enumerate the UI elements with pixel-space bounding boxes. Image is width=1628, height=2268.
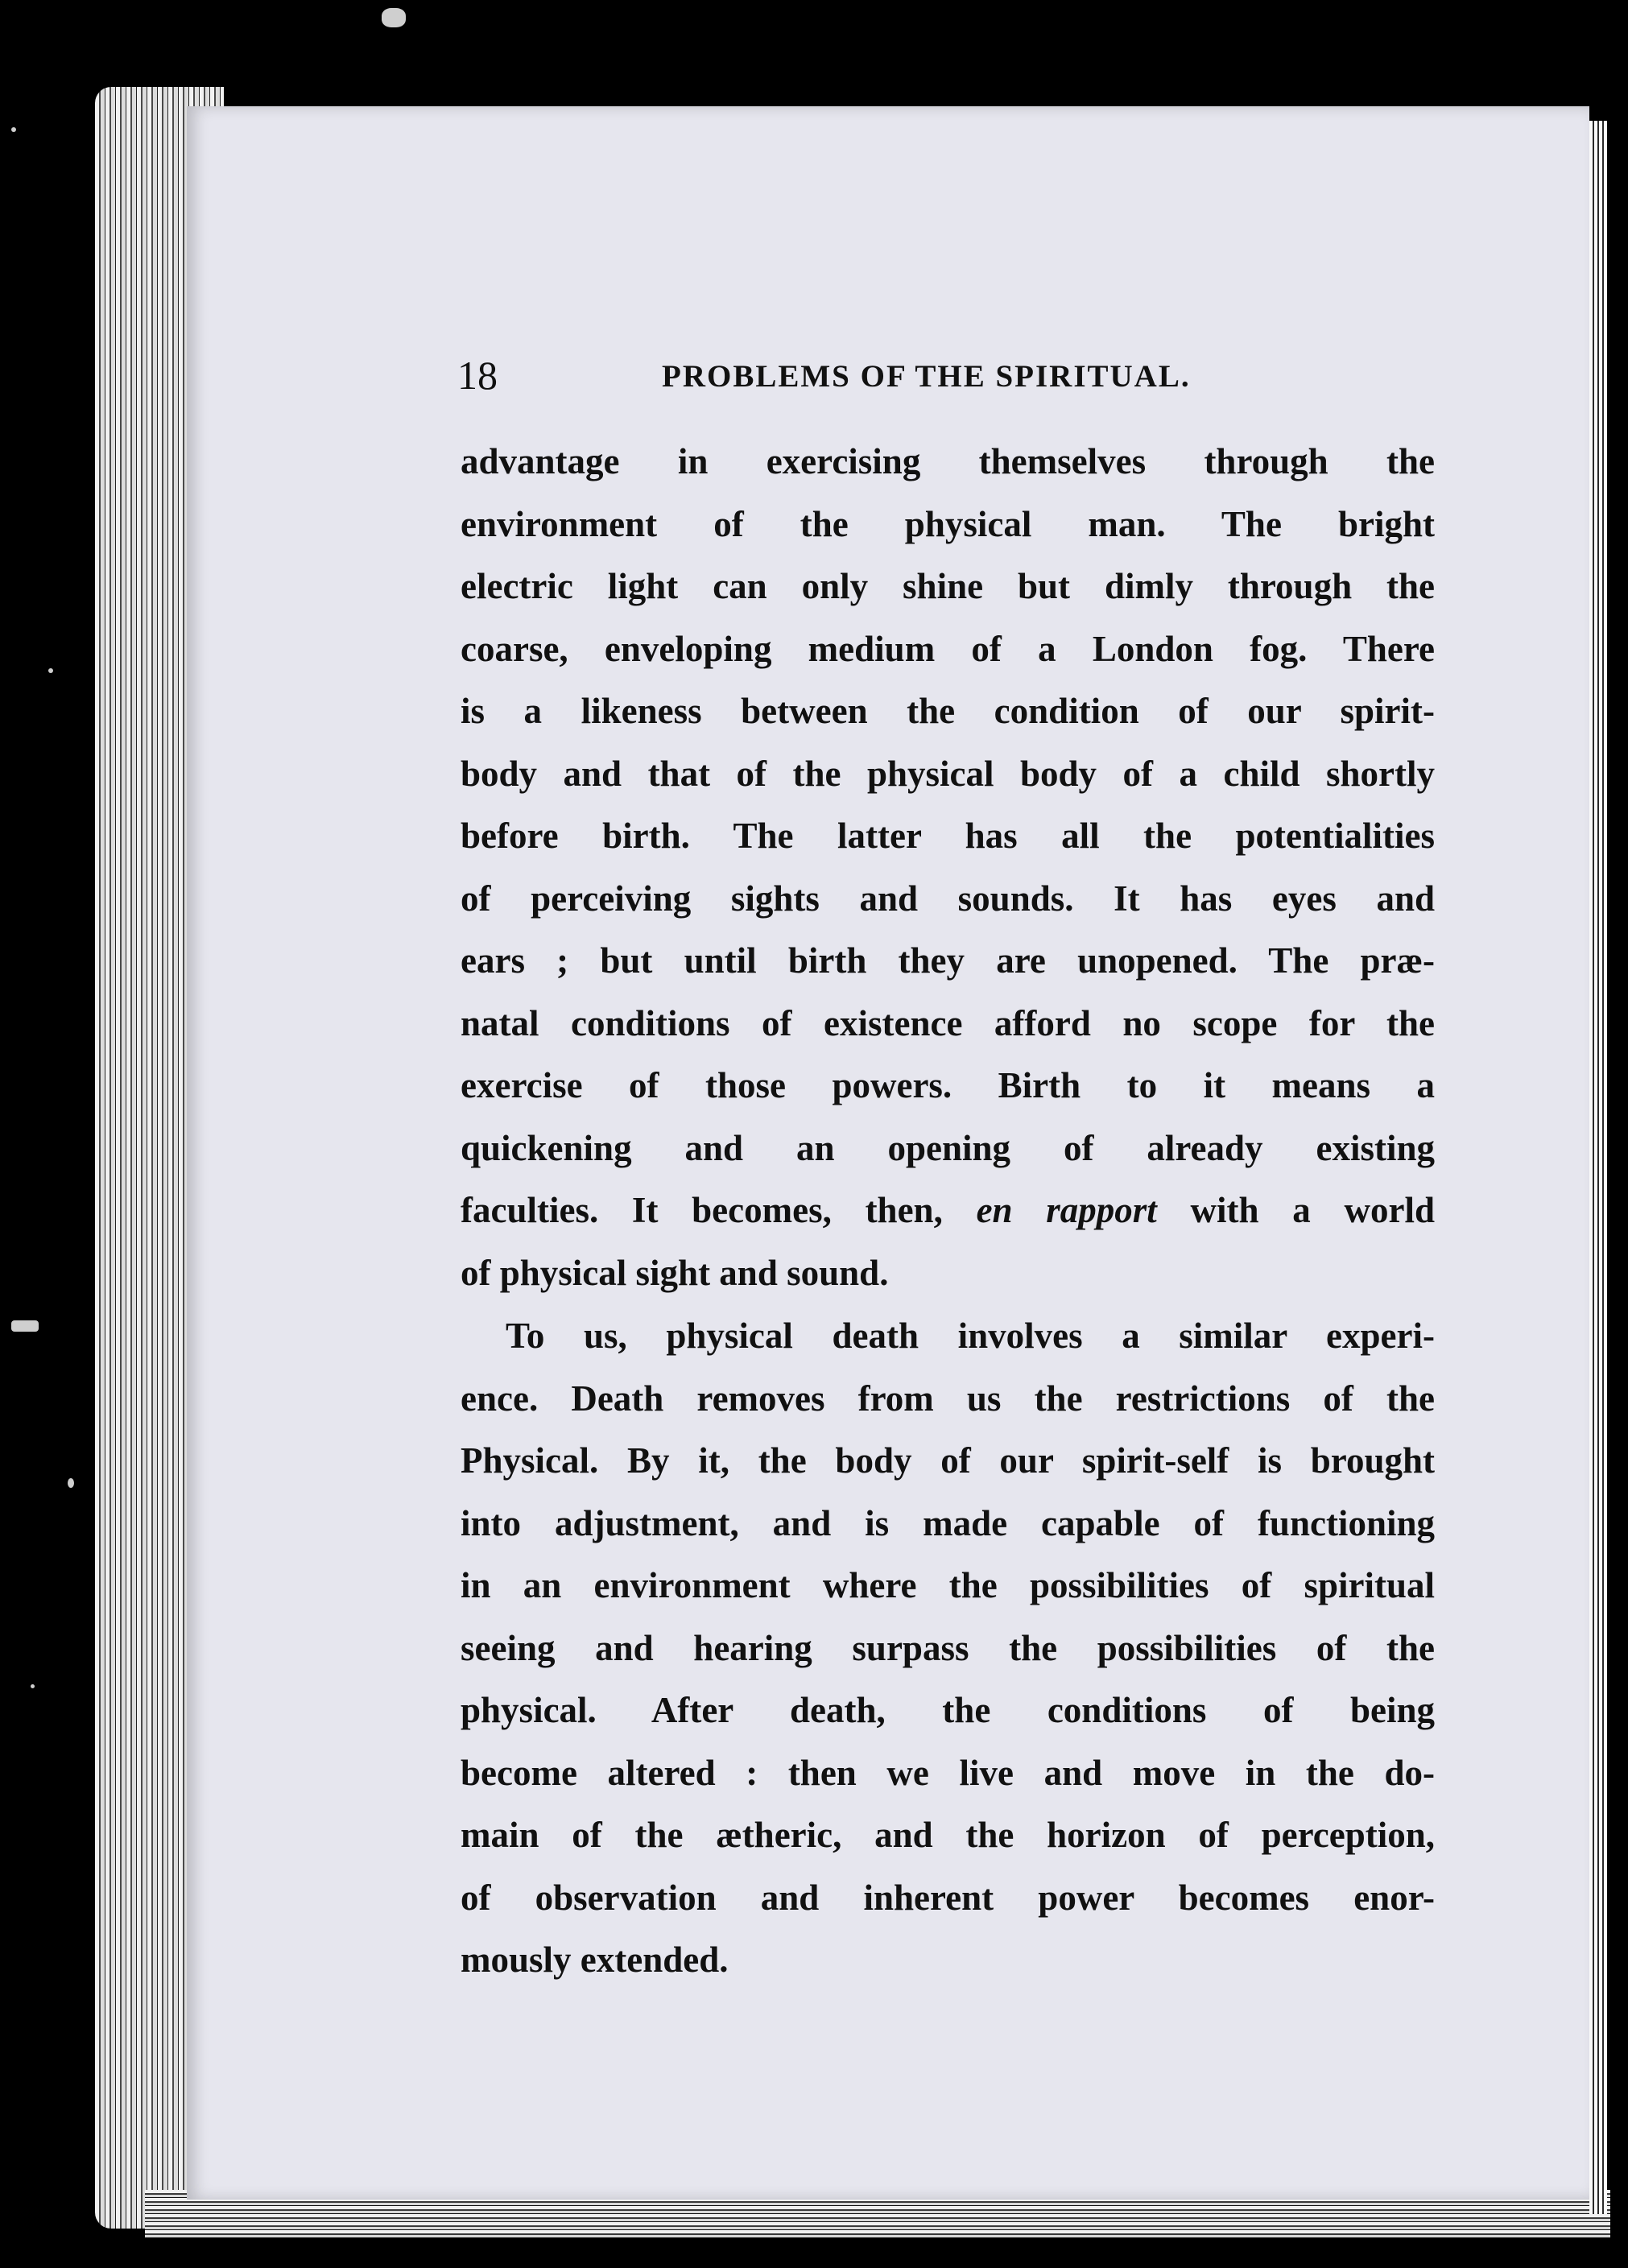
text-line: advantage in exercising themselves through the [461, 441, 1435, 481]
text-line: seeing and hearing surpass the possibilities of the [461, 1627, 1435, 1668]
scan-speck [48, 668, 53, 673]
text-line: quickening and an opening of already existing [461, 1127, 1435, 1168]
text-line: main of the ætheric, and the horizon of perception, [461, 1815, 1435, 1855]
body-text [461, 431, 1435, 1992]
text-line: physical. After death, the conditions of being [461, 1690, 1435, 1730]
text-line: To us, physical death involves a similar experi- [506, 1316, 1435, 1356]
scan-speck [31, 1684, 35, 1688]
text-line: coarse, enveloping medium of a London fog. There [461, 628, 1435, 669]
text-line: natal conditions of existence afford no scope for the [461, 1002, 1435, 1043]
text-line: body and that of the physical body of a child shortly [461, 753, 1435, 794]
page-number: 18 [457, 353, 498, 398]
text-line: electric light can only shine but dimly through the [461, 566, 1435, 606]
text-line: in an environment where the possibilities of spiritual [461, 1565, 1435, 1605]
scan-speck [11, 1320, 39, 1332]
running-head: PROBLEMS OF THE SPIRITUAL. [662, 359, 1191, 394]
scan-speck [382, 8, 406, 27]
paragraph [461, 431, 1435, 1304]
text-line: is a likeness between the condition of our spirit- [461, 691, 1435, 731]
text-line: Physical. By it, the body of our spirit-self is brought [461, 1440, 1435, 1481]
italic-phrase: en rapport [976, 1190, 1157, 1230]
text-line: into adjustment, and is made capable of functioning [461, 1502, 1435, 1543]
text-line: become altered : then we live and move in the do- [461, 1752, 1435, 1793]
text-line: exercise of those powers. Birth to it means a [461, 1065, 1435, 1105]
scan-speck [68, 1478, 74, 1488]
page-header [457, 351, 1262, 399]
page-right-edge [1589, 121, 1607, 2214]
text-line: of physical sight and sound. [461, 1252, 889, 1293]
text-line: of observation and inherent power becomes enor- [461, 1877, 1435, 1918]
paragraph [461, 1305, 1435, 1992]
text-line [461, 1179, 1435, 1242]
text-line: ence. Death removes from us the restrictions of the [461, 1378, 1435, 1419]
text-line: ears ; but until birth they are unopened. The præ- [461, 940, 1435, 981]
scan-speck [11, 127, 16, 132]
text-line: environment of the physical man. The bright [461, 503, 1435, 544]
text-line: mously extended. [461, 1940, 729, 1980]
text-segment: faculties. It becomes, then, [461, 1190, 977, 1230]
text-segment: with a world [1156, 1190, 1435, 1230]
text-line: of perceiving sights and sounds. It has eyes and [461, 878, 1435, 919]
text-line: before birth. The latter has all the potentialities [461, 816, 1435, 856]
